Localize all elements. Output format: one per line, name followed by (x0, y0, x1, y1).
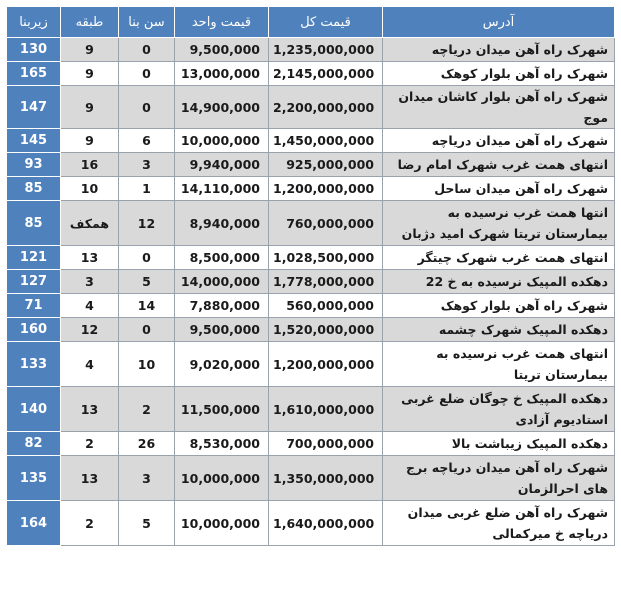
cell-area: 164 (7, 501, 61, 546)
cell-age: 1 (119, 177, 175, 201)
cell-total-price: 1,610,000,000 (269, 387, 383, 432)
cell-total-price: 1,640,000,000 (269, 501, 383, 546)
cell-address: دهکده المپیک نرسیده به خ 22 (383, 270, 615, 294)
cell-age: 2 (119, 387, 175, 432)
cell-total-price: 1,200,000,000 (269, 342, 383, 387)
cell-unit-price: 10,000,000 (175, 456, 269, 501)
cell-age: 5 (119, 270, 175, 294)
table-row (7, 38, 615, 62)
cell-address: انتها همت غرب نرسیده به بیمارستان تریتا شهرک امید دژبان (383, 201, 615, 246)
cell-total-price: 1,028,500,000 (269, 246, 383, 270)
cell-total-price: 700,000,000 (269, 432, 383, 456)
cell-address: شهرک راه آهن میدان دریاچه برج های احرالزمان (383, 456, 615, 501)
cell-address: شهرک راه آهن میدان دریاچه (383, 38, 615, 62)
cell-address: دهکده المپیک زیباشت بالا (383, 432, 615, 456)
header-unit-price: قیمت واحد (175, 7, 269, 38)
cell-floor: 9 (61, 38, 119, 62)
table-header-row (7, 7, 615, 38)
table-row (7, 86, 615, 129)
cell-floor: 13 (61, 387, 119, 432)
cell-area: 145 (7, 129, 61, 153)
header-total-price: قیمت کل (269, 7, 383, 38)
cell-unit-price: 9,940,000 (175, 153, 269, 177)
cell-floor: همکف (61, 201, 119, 246)
cell-age: 26 (119, 432, 175, 456)
cell-age: 3 (119, 456, 175, 501)
cell-age: 0 (119, 246, 175, 270)
cell-floor: 9 (61, 86, 119, 129)
cell-floor: 9 (61, 62, 119, 86)
table-row (7, 318, 615, 342)
cell-unit-price: 8,530,000 (175, 432, 269, 456)
cell-area: 135 (7, 456, 61, 501)
cell-address: انتهای همت غرب شهرک چیتگر (383, 246, 615, 270)
cell-total-price: 2,200,000,000 (269, 86, 383, 129)
cell-unit-price: 10,000,000 (175, 129, 269, 153)
cell-unit-price: 14,900,000 (175, 86, 269, 129)
cell-area: 71 (7, 294, 61, 318)
cell-total-price: 1,200,000,000 (269, 177, 383, 201)
header-area: زیربنا (7, 7, 61, 38)
listing-table-container (6, 6, 614, 546)
cell-total-price: 925,000,000 (269, 153, 383, 177)
cell-address: شهرک راه آهن بلوار کاشان میدان موج (383, 86, 615, 129)
table-row (7, 153, 615, 177)
table-row (7, 177, 615, 201)
cell-address: شهرک راه آهن میدان ساحل (383, 177, 615, 201)
cell-unit-price: 14,000,000 (175, 270, 269, 294)
cell-area: 121 (7, 246, 61, 270)
cell-area: 85 (7, 177, 61, 201)
cell-age: 10 (119, 342, 175, 387)
cell-age: 0 (119, 86, 175, 129)
cell-age: 0 (119, 38, 175, 62)
cell-unit-price: 9,500,000 (175, 318, 269, 342)
cell-total-price: 1,350,000,000 (269, 456, 383, 501)
cell-area: 93 (7, 153, 61, 177)
cell-unit-price: 11,500,000 (175, 387, 269, 432)
apartment-listing-table (6, 6, 615, 546)
header-floor: طبقه (61, 7, 119, 38)
cell-address: شهرک راه آهن ضلع غربی میدان دریاچه خ میرکمالی (383, 501, 615, 546)
cell-floor: 2 (61, 501, 119, 546)
cell-address: شهرک راه آهن بلوار کوهک (383, 62, 615, 86)
cell-total-price: 760,000,000 (269, 201, 383, 246)
header-address: آدرس (383, 7, 615, 38)
table-row (7, 432, 615, 456)
cell-unit-price: 10,000,000 (175, 501, 269, 546)
cell-address: شهرک راه آهن میدان دریاچه (383, 129, 615, 153)
table-row (7, 342, 615, 387)
table-row (7, 387, 615, 432)
cell-floor: 16 (61, 153, 119, 177)
table-row (7, 246, 615, 270)
cell-area: 140 (7, 387, 61, 432)
cell-age: 0 (119, 318, 175, 342)
cell-unit-price: 8,500,000 (175, 246, 269, 270)
cell-total-price: 2,145,000,000 (269, 62, 383, 86)
cell-age: 3 (119, 153, 175, 177)
cell-age: 6 (119, 129, 175, 153)
cell-floor: 4 (61, 294, 119, 318)
cell-total-price: 1,778,000,000 (269, 270, 383, 294)
cell-address: شهرک راه آهن بلوار کوهک (383, 294, 615, 318)
cell-age: 14 (119, 294, 175, 318)
cell-area: 147 (7, 86, 61, 129)
cell-age: 0 (119, 62, 175, 86)
table-row (7, 62, 615, 86)
cell-area: 165 (7, 62, 61, 86)
header-age: سن بنا (119, 7, 175, 38)
cell-total-price: 1,520,000,000 (269, 318, 383, 342)
table-row (7, 129, 615, 153)
table-row (7, 456, 615, 501)
cell-area: 130 (7, 38, 61, 62)
cell-area: 133 (7, 342, 61, 387)
cell-unit-price: 8,940,000 (175, 201, 269, 246)
table-row (7, 294, 615, 318)
cell-floor: 13 (61, 246, 119, 270)
cell-unit-price: 14,110,000 (175, 177, 269, 201)
cell-total-price: 1,235,000,000 (269, 38, 383, 62)
cell-unit-price: 7,880,000 (175, 294, 269, 318)
table-row (7, 270, 615, 294)
cell-floor: 3 (61, 270, 119, 294)
cell-address: دهکده المپیک شهرک چشمه (383, 318, 615, 342)
cell-floor: 4 (61, 342, 119, 387)
cell-area: 82 (7, 432, 61, 456)
cell-address: دهکده المپیک خ چوگان ضلع غربی استادیوم آزادی (383, 387, 615, 432)
cell-age: 12 (119, 201, 175, 246)
cell-unit-price: 9,020,000 (175, 342, 269, 387)
cell-floor: 13 (61, 456, 119, 501)
cell-address: انتهای همت غرب نرسیده به بیمارستان تریتا (383, 342, 615, 387)
cell-age: 5 (119, 501, 175, 546)
cell-total-price: 560,000,000 (269, 294, 383, 318)
cell-floor: 2 (61, 432, 119, 456)
cell-area: 127 (7, 270, 61, 294)
cell-address: انتهای همت غرب شهرک امام رضا (383, 153, 615, 177)
table-row (7, 501, 615, 546)
cell-total-price: 1,450,000,000 (269, 129, 383, 153)
cell-area: 85 (7, 201, 61, 246)
table-row (7, 201, 615, 246)
cell-unit-price: 13,000,000 (175, 62, 269, 86)
cell-area: 160 (7, 318, 61, 342)
cell-floor: 10 (61, 177, 119, 201)
cell-floor: 12 (61, 318, 119, 342)
cell-unit-price: 9,500,000 (175, 38, 269, 62)
cell-floor: 9 (61, 129, 119, 153)
